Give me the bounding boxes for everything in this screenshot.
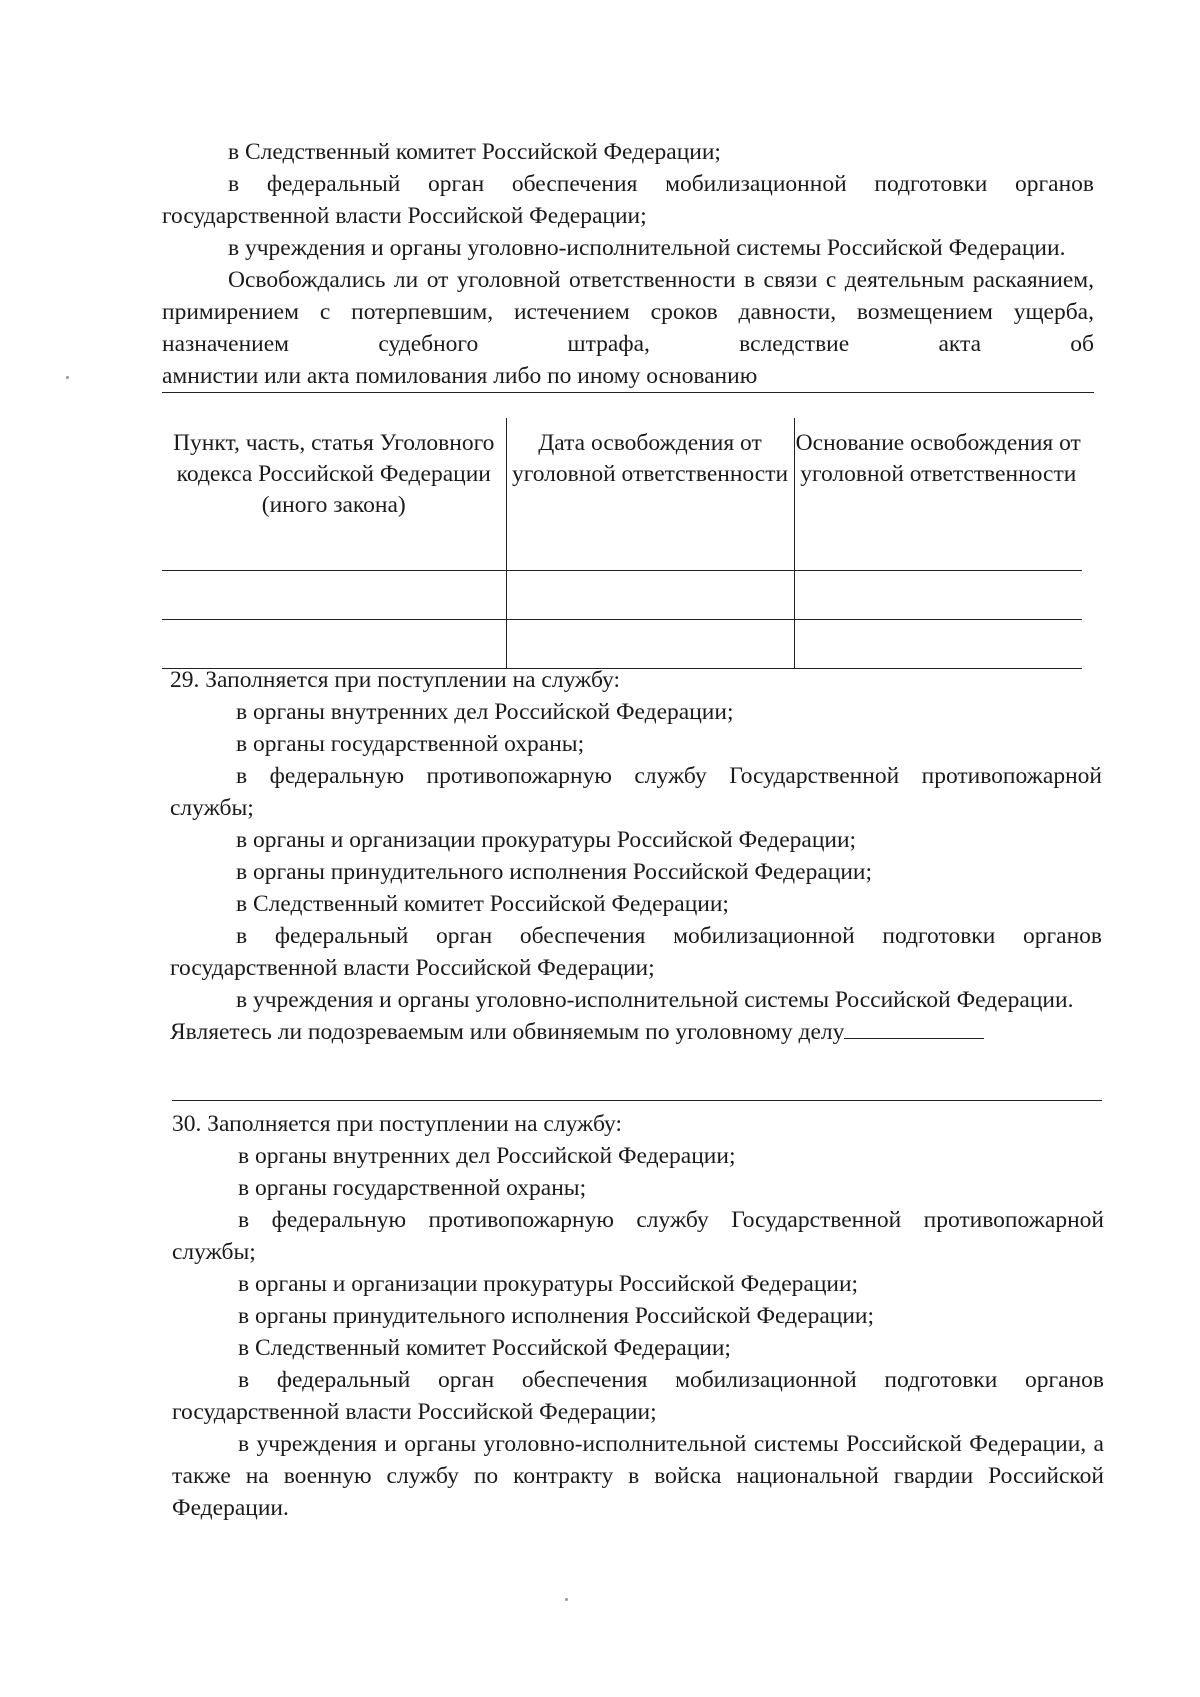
table-cell[interactable] xyxy=(506,620,794,669)
intro-item: в федеральный орган обеспечения мобилизационной подготовки органов государственной власти Российской Федерации; xyxy=(162,171,1094,229)
section-30 xyxy=(172,1108,1104,1524)
release-question: Освобождались ли от уголовной ответственности в связи с деятельным раскаянием, примирением с потерпевшим, истечением сроков давности, возмещением ущерба, назначением судебного штрафа, вследствие акта об xyxy=(162,267,1094,357)
section-30-item: в органы внутренних дел Российской Федерации; xyxy=(238,1143,736,1169)
section-29-item: в органы и организации прокуратуры Российской Федерации; xyxy=(236,827,857,853)
scan-speck xyxy=(565,1598,568,1601)
suspect-answer-field[interactable] xyxy=(844,1016,984,1039)
section-29-title: 29. Заполняется при поступлении на службу: xyxy=(170,667,620,693)
section-30-item: в учреждения и органы уголовно-исполнительной системы Российской Федерации, а также на военную службу по контракту в войска национальной гвардии Российской Федерации. xyxy=(172,1431,1104,1521)
section-30-item: в органы государственной охраны; xyxy=(238,1175,587,1201)
section-30-item: в федеральный орган обеспечения мобилизационной подготовки органов государственной власти Российской Федерации; xyxy=(172,1367,1104,1425)
section-30-item: в федеральную противопожарную службу Государственной противопожарной службы; xyxy=(172,1207,1104,1265)
intro-section xyxy=(162,136,1094,393)
scan-speck xyxy=(66,376,69,379)
section-29-item: в органы принудительного исполнения Российской Федерации; xyxy=(236,859,873,885)
table-cell[interactable] xyxy=(162,571,506,620)
answer-continuation-line[interactable] xyxy=(172,1100,1102,1101)
release-table xyxy=(162,418,1082,669)
section-29-item: в органы внутренних дел Российской Федерации; xyxy=(236,699,734,725)
table-row xyxy=(162,571,1082,620)
section-30-title: 30. Заполняется при поступлении на службу: xyxy=(172,1111,622,1137)
table-cell[interactable] xyxy=(794,620,1082,669)
section-29-item: в федеральный орган обеспечения мобилизационной подготовки органов государственной власти Российской Федерации; xyxy=(170,923,1102,981)
table-header-row xyxy=(162,418,1082,571)
release-question-last-line: амнистии или акта помилования либо по иному основанию xyxy=(162,360,1094,393)
table-cell[interactable] xyxy=(162,620,506,669)
header-article: Пункт, часть, статья Уголовного кодекса Российской Федерации (иного закона) xyxy=(162,418,506,571)
section-29-item: в Следственный комитет Российской Федерации; xyxy=(236,891,729,917)
intro-item: в Следственный комитет Российской Федерации; xyxy=(228,139,721,165)
section-30-item: в органы принудительного исполнения Российской Федерации; xyxy=(238,1303,875,1329)
table-row xyxy=(162,620,1082,669)
suspect-question: Являетесь ли подозреваемым или обвиняемым по уголовному делу xyxy=(170,1019,845,1045)
section-29-item: в федеральную противопожарную службу Государственной противопожарной службы; xyxy=(170,763,1102,821)
table-cell[interactable] xyxy=(506,571,794,620)
header-release-basis: Основание освобождения от уголовной ответственности xyxy=(794,418,1082,571)
section-30-item: в Следственный комитет Российской Федерации; xyxy=(238,1335,731,1361)
intro-item: в учреждения и органы уголовно-исполнительной системы Российской Федерации. xyxy=(228,235,1066,261)
section-29-item: в органы государственной охраны; xyxy=(236,731,585,757)
header-release-date: Дата освобождения от уголовной ответственности xyxy=(506,418,794,571)
section-29-item: в учреждения и органы уголовно-исполнительной системы Российской Федерации. xyxy=(236,987,1074,1013)
section-29 xyxy=(170,664,1102,1048)
section-30-item: в органы и организации прокуратуры Российской Федерации; xyxy=(238,1271,859,1297)
table-cell[interactable] xyxy=(794,571,1082,620)
suspect-question-line xyxy=(170,1016,1102,1048)
